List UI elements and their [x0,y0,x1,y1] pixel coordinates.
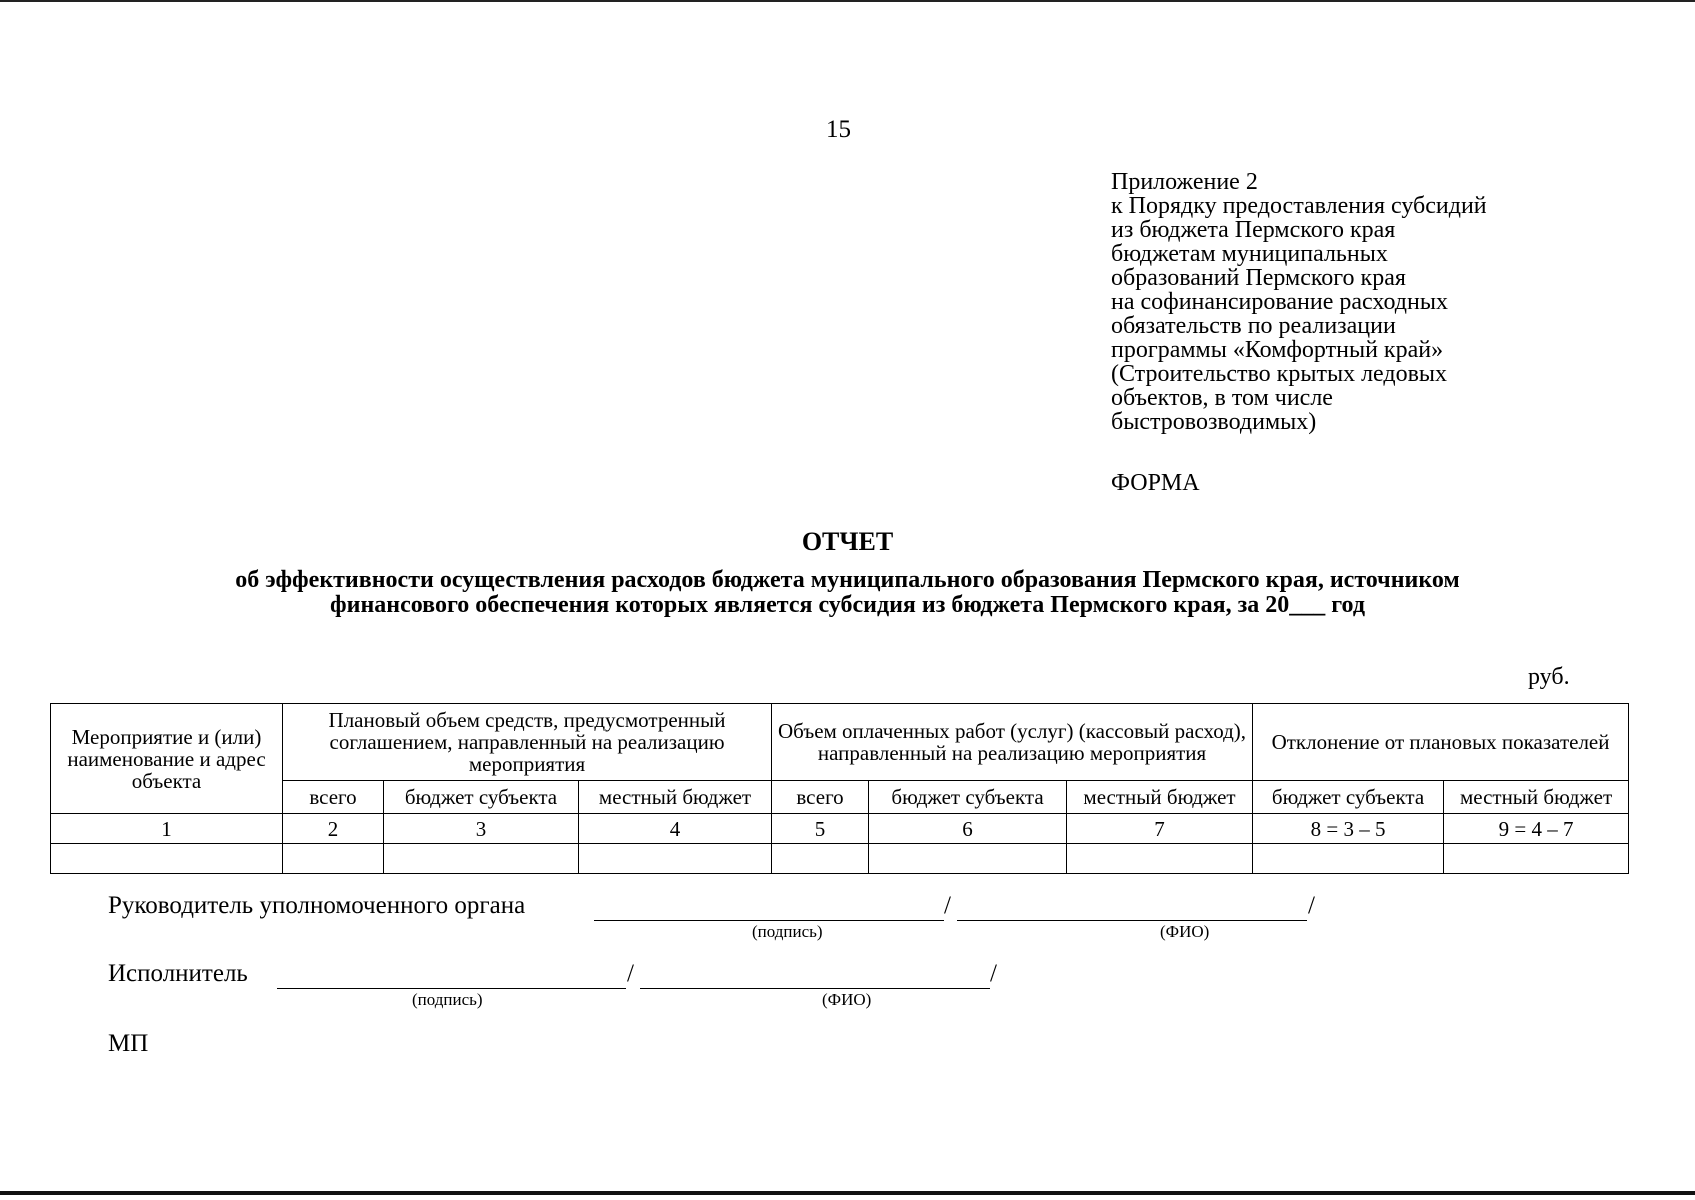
column-number: 2 [283,814,384,844]
subheader-cell: местный бюджет [1067,781,1253,814]
header-event: Мероприятие и (или) наименование и адрес объекта [51,704,283,814]
column-number: 3 [384,814,579,844]
appendix-line: обязательств по реализации [1111,313,1396,339]
appendix-line: быстровозводимых) [1111,409,1317,435]
head-name-caption: (ФИО) [1160,922,1210,941]
currency-label: руб. [1528,664,1570,690]
column-number: 8 = 3 – 5 [1253,814,1444,844]
appendix-line: на софинансирование расходных [1111,289,1448,315]
report-subtitle-line-1: об эффективности осуществления расходов бюджета муниципального образования Пермского края, источником [235,567,1460,593]
head-signature-line [594,920,944,921]
head-signature-caption: (подпись) [752,922,823,941]
empty-cell [869,844,1067,874]
report-table [50,703,1629,874]
column-number: 4 [579,814,772,844]
empty-cell [1067,844,1253,874]
executor-name-caption: (ФИО) [822,990,872,1009]
empty-cell [1253,844,1444,874]
subheader-cell: местный бюджет [1444,781,1629,814]
empty-cell [384,844,579,874]
subheader-cell: бюджет субъекта [1253,781,1444,814]
report-subtitle [0,568,1695,618]
column-number: 7 [1067,814,1253,844]
appendix-line: бюджетам муниципальных [1111,241,1388,267]
appendix-block [1111,170,1591,434]
appendix-line: образований Пермского края [1111,265,1406,291]
header-paid: Объем оплаченных работ (услуг) (кассовый расход), направленный на реализацию мероприятия [772,704,1253,781]
appendix-line: из бюджета Пермского края [1111,217,1396,243]
appendix-line: (Строительство крытых ледовых [1111,361,1448,387]
head-signature-label: Руководитель уполномоченного органа [108,892,526,919]
appendix-line: к Порядку предоставления субсидий [1111,193,1487,219]
table-header-row [51,704,1629,781]
head-signature-slash: / [944,892,951,919]
executor-signature-line [277,988,626,989]
header-planned: Плановый объем средств, предусмотренный соглашением, направленный на реализацию мероприятия [283,704,772,781]
executor-name-line [640,988,990,989]
executor-label: Исполнитель [108,960,248,987]
executor-signature-caption: (подпись) [412,990,483,1009]
subheader-cell: всего [772,781,869,814]
report-subtitle-line-2: финансового обеспечения которых является субсидия из бюджета Пермского края, за 20___ год [330,592,1365,618]
table-number-row [51,814,1629,844]
table-subheader-row [51,781,1629,814]
head-name-line [957,920,1307,921]
appendix-line: программы «Комфортный край» [1111,337,1444,363]
stamp-label: МП [108,1030,149,1057]
empty-cell [51,844,283,874]
appendix-line: Приложение 2 [1111,169,1258,195]
subheader-cell: всего [283,781,384,814]
subheader-cell: местный бюджет [579,781,772,814]
empty-cell [772,844,869,874]
subheader-cell: бюджет субъекта [869,781,1067,814]
report-title: ОТЧЕТ [801,527,894,556]
form-label: ФОРМА [1111,470,1200,496]
page-border-bottom [0,1191,1695,1195]
header-deviation: Отклонение от плановых показателей [1253,704,1629,781]
executor-signature-slash: / [627,960,634,987]
column-number: 1 [51,814,283,844]
head-name-slash: / [1308,892,1315,919]
column-number: 9 = 4 – 7 [1444,814,1629,844]
page-number: 15 [826,116,851,143]
column-number: 5 [772,814,869,844]
appendix-line: объектов, в том числе [1111,385,1333,411]
subheader-cell: бюджет субъекта [384,781,579,814]
table-empty-row [51,844,1629,874]
executor-name-slash: / [990,960,997,987]
empty-cell [579,844,772,874]
empty-cell [1444,844,1629,874]
column-number: 6 [869,814,1067,844]
page-border-top [0,0,1695,2]
empty-cell [283,844,384,874]
